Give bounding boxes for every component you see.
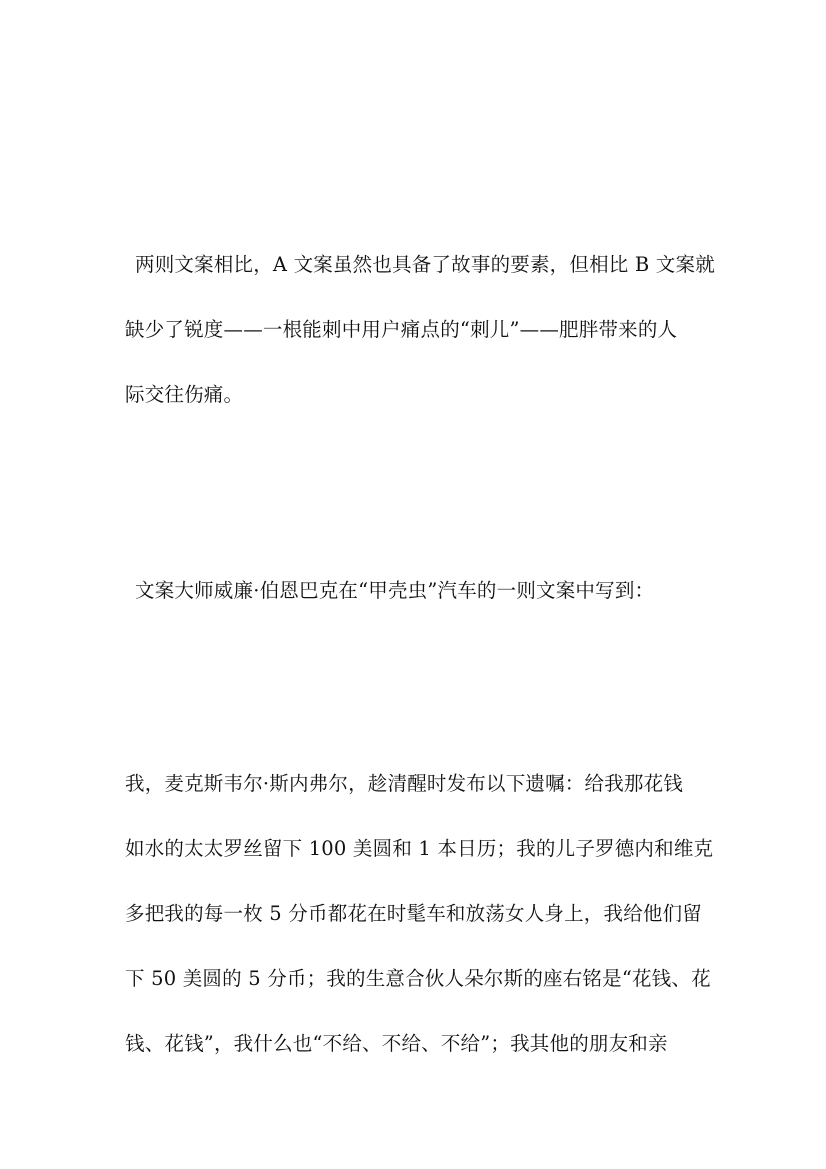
- paragraph-3-line-1: 我，麦克斯韦尔·斯内弗尔，趁清醒时发布以下遗嘱：给我那花钱: [125, 772, 683, 795]
- paragraph-3-line-3: 多把我的每一枚 5 分币都花在时髦车和放荡女人身上，我给他们留: [125, 902, 703, 925]
- paragraph-3-line-4: 下 50 美圆的 5 分币；我的生意合伙人朵尔斯的座右铭是“花钱、花: [125, 967, 711, 990]
- paragraph-3-line-2: 如水的太太罗丝留下 100 美圆和 1 本日历；我的儿子罗德内和维克: [125, 837, 714, 860]
- paragraph-1-line-3: 际交往伤痛。: [125, 383, 244, 406]
- paragraph-3-line-5: 钱、花钱”，我什么也“不给、不给、不给”；我其他的朋友和亲: [125, 1032, 668, 1055]
- paragraph-2-line-1: 文案大师威廉·伯恩巴克在“甲壳虫”汽车的一则文案中写到：: [135, 579, 655, 602]
- paragraph-1-line-2: 缺少了锐度——一根能刺中用户痛点的“刺儿”——肥胖带来的人: [125, 318, 678, 341]
- paragraph-1-line-1: 两则文案相比，A 文案虽然也具备了故事的要素，但相比 B 文案就: [135, 253, 715, 276]
